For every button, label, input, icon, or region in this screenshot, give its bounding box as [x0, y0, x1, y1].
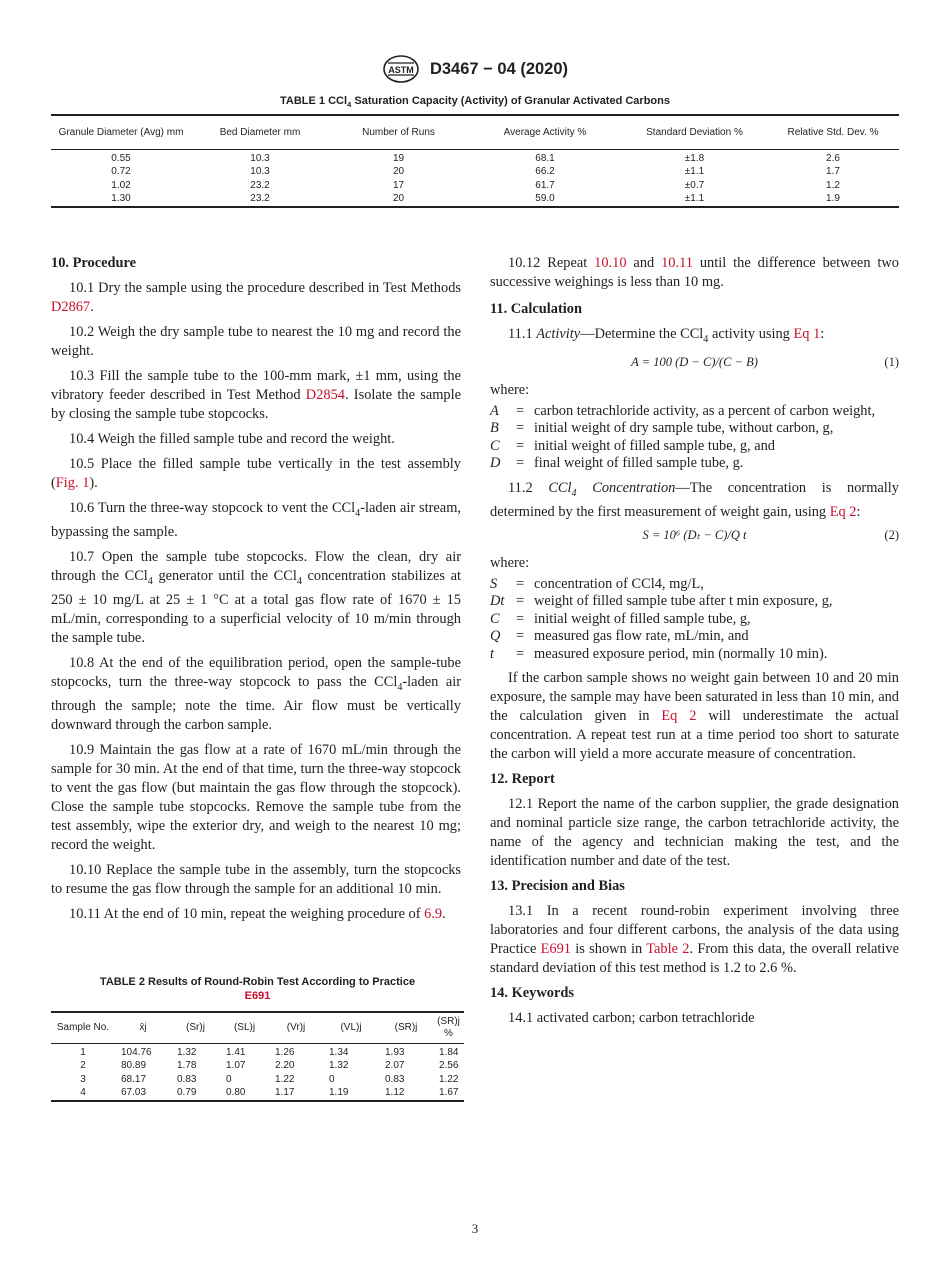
paragraph-10-3: 10.3 Fill the sample tube to the 100-mm mark, ±1 mm, using the vibratory feeder described in Test Method D2854. Isolate the sample by closing the sample tube stopcocks. — [51, 368, 462, 422]
paragraph-14-1: 14.1 activated carbon; carbon tetrachloride — [508, 1010, 755, 1027]
definitions-eq1 — [490, 403, 899, 473]
table-cell: 1.41 — [226, 1046, 246, 1058]
definition-item: Q = measured gas flow rate, mL/min, and — [490, 628, 749, 645]
table-cell: 17 — [392, 179, 405, 191]
definitions-eq2 — [490, 576, 899, 664]
table-cell: 1.93 — [385, 1046, 405, 1058]
link-6-9[interactable]: 6.9 — [424, 905, 443, 922]
table1-header-cell: Granule Diameter (Avg) mm — [51, 115, 191, 150]
page-number: 3 — [471, 1221, 479, 1236]
table2-header-cell: (SL)j — [220, 1012, 269, 1044]
paragraph-10-4: 10.4 Weigh the filled sample tube and record the weight. — [69, 431, 395, 447]
table-cell: 0.72 — [111, 166, 131, 178]
table-cell: 1.17 — [275, 1087, 295, 1099]
table-cell: 1.26 — [275, 1046, 295, 1058]
table-cell: 1.32 — [177, 1046, 197, 1058]
table-row — [51, 166, 899, 180]
table-cell: 0.83 — [177, 1073, 197, 1085]
section-heading-keywords: 14. Keywords — [490, 985, 574, 1002]
link-10-11[interactable]: 10.11 — [661, 255, 693, 271]
link-fig-1[interactable]: Fig. 1 — [55, 475, 90, 491]
table-cell: ±0.7 — [684, 179, 705, 191]
table2-header-cell: Sample No. — [51, 1012, 115, 1044]
link-e691[interactable]: E691 — [540, 941, 572, 958]
table-cell: 20 — [392, 193, 405, 205]
table-cell: 1.9 — [826, 193, 840, 205]
definition-item: C = initial weight of filled sample tube, g, — [490, 610, 751, 627]
link-eq-2[interactable]: Eq 2 — [829, 503, 857, 520]
equation-number: (2) — [884, 527, 899, 542]
table-cell: 4 — [80, 1087, 86, 1099]
table-cell: 2.56 — [439, 1060, 459, 1072]
table-cell: 0.79 — [177, 1087, 197, 1099]
definition-item: S = concentration of CCl4, mg/L, — [490, 575, 704, 592]
definition-item: D = final weight of filled sample tube, g. — [490, 455, 744, 472]
where-label: where: — [490, 381, 530, 398]
section-heading-calculation: 11. Calculation — [490, 301, 582, 317]
table-row — [51, 150, 899, 166]
link-10-10[interactable]: 10.10 — [594, 255, 627, 271]
link-table-2[interactable]: Table 2 — [646, 941, 690, 958]
paragraph-10-1: 10.1 Dry the sample using the procedure described in Test Methods D2867. — [51, 280, 461, 315]
table-cell: 2.07 — [385, 1060, 405, 1072]
table-cell: 19 — [392, 152, 405, 164]
table-cell: 59.0 — [535, 193, 555, 205]
svg-text:ASTM: ASTM — [388, 65, 414, 75]
table-row — [51, 179, 899, 193]
definition-item: A = carbon tetrachloride activity, as a percent of carbon weight, — [490, 402, 876, 419]
table-cell: 0.80 — [226, 1087, 246, 1099]
table1-header-cell: Bed Diameter mm — [191, 115, 329, 150]
table-row — [51, 1073, 464, 1087]
table-row — [51, 1044, 464, 1060]
table-cell: 2.20 — [275, 1060, 295, 1072]
table-cell: 1.22 — [439, 1073, 459, 1085]
table-cell: 0.55 — [111, 152, 131, 164]
table-cell: 1.84 — [439, 1046, 459, 1058]
page-header — [0, 54, 950, 84]
table2-header-cell: (SR)j — [379, 1012, 433, 1044]
table-cell: 1.78 — [177, 1060, 197, 1072]
table-cell: 104.76 — [121, 1046, 152, 1058]
table2-header-cell: (SR)j % — [433, 1012, 464, 1044]
table-cell: 1.22 — [275, 1073, 295, 1085]
paragraph-10-7: 10.7 Open the sample tube stopcocks. Flow the clean, dry air through the CCl$_4$ generator until the CCl$_4$ concentration stabilizes at 250 ± 10 mg/L at 25 ± 1 °C at a total gas flow rate of 1670 ± 15 mL/min, corresponding to a superficial velocity of 10 m/min through the sample tube. — [51, 548, 461, 646]
table-cell: 1.19 — [329, 1087, 349, 1099]
table-cell: 68.1 — [535, 152, 555, 164]
table1-header-row — [51, 115, 899, 150]
definition-item: Dt = weight of filled sample tube after t min exposure, g, — [490, 593, 833, 610]
table1 — [51, 114, 899, 208]
table-row — [51, 193, 899, 208]
section-heading-procedure: 10. Procedure — [51, 255, 136, 271]
link-e691-caption[interactable]: E691 — [244, 990, 271, 1002]
table1-header-cell: Relative Std. Dev. % — [767, 115, 899, 150]
link-d2867[interactable]: D2867 — [51, 299, 91, 315]
table-cell: 3 — [80, 1073, 86, 1085]
paragraph-10-11: 10.11 At the end of 10 min, repeat the weighing procedure of 6.9. — [69, 905, 446, 922]
paragraph-11-2: 11.2 CCl$_4$ Concentration—The concentration is normally determined by the first measurement of weight gain, using Eq 2: — [490, 479, 899, 520]
table-cell: 1.2 — [826, 179, 840, 191]
table-cell: 0.83 — [385, 1073, 405, 1085]
right-column — [490, 254, 899, 1034]
paragraph-calc-note: If the carbon sample shows no weight gain between 10 and 20 min exposure, the sample may have been saturated in less than 10 min, and the calculation given in Eq 2 will underestimate the actual concentration. A repeat test run at a time period too short to saturate the carbon will yield a more accurate measure of concentration. — [490, 670, 899, 763]
section-heading-report: 12. Report — [490, 771, 555, 788]
table-cell: 66.2 — [535, 166, 555, 178]
table-cell: 10.3 — [250, 166, 270, 178]
definition-item: t = measured exposure period, min (normally 10 min). — [490, 645, 828, 662]
table2 — [51, 1011, 464, 1102]
table2-header-cell: (Sr)j — [171, 1012, 220, 1044]
table-cell: 10.3 — [250, 152, 270, 164]
paragraph-10-6: 10.6 Turn the three-way stopcock to vent the CCl$_4$-laden air stream, bypassing the sample. — [51, 500, 461, 540]
table-cell: 67.03 — [121, 1087, 147, 1099]
paragraph-13-1: 13.1 In a recent round-robin experiment involving three laboratories and four different carbons, the analysis of the data using Practice E691 is shown in Table 2. From this data, the overall relative standard deviation of this test method is 1.2 to 2.6 %. — [490, 903, 899, 977]
table-cell: 1.7 — [826, 166, 840, 178]
table2-header-cell: x̄j — [115, 1012, 171, 1044]
table-row — [51, 1087, 464, 1102]
table-cell: 23.2 — [250, 193, 270, 205]
paragraph-11-1: 11.1 Activity—Determine the CCl$_4$ activity using Eq 1: — [508, 326, 825, 345]
table-cell: 0 — [226, 1073, 232, 1085]
definition-item: B = initial weight of dry sample tube, without carbon, g, — [490, 420, 834, 437]
table-cell: 1.32 — [329, 1060, 349, 1072]
equation-number: (1) — [884, 354, 899, 369]
equation-1: A = 100 (D − C)/(C − B) (1) — [490, 353, 899, 375]
table-cell: 2.6 — [826, 152, 840, 164]
paragraph-12-1: 12.1 Report the name of the carbon supplier, the grade designation and nominal particle size range, the carbon tetrachloride activity, the name of the agency and technician making the test, and the identification number and date of the test. — [490, 796, 899, 870]
definition-item: C = initial weight of filled sample tube, g, and — [490, 437, 775, 454]
table-cell: ±1.1 — [684, 166, 705, 178]
table1-header-cell: Number of Runs — [329, 115, 468, 150]
table-cell: 1.34 — [329, 1046, 349, 1058]
table-cell: ±1.1 — [684, 193, 705, 205]
paragraph-10-2: 10.2 Weigh the dry sample tube to nearest the 10 mg and record the weight. — [51, 324, 461, 359]
table-cell: 1.12 — [385, 1087, 405, 1099]
astm-logo-icon — [382, 54, 420, 84]
table-cell: 80.89 — [121, 1060, 147, 1072]
table2-header-cell: (Vr)j — [269, 1012, 323, 1044]
table-cell: 1.07 — [226, 1060, 246, 1072]
link-eq-2-note[interactable]: Eq 2 — [661, 708, 697, 725]
paragraph-10-5: 10.5 Place the filled sample tube vertically in the test assembly (Fig. 1). — [51, 456, 461, 491]
table1-caption: TABLE 1 CCl$_4$ Saturation Capacity (Activity) of Granular Activated Carbons — [280, 95, 670, 110]
left-column — [51, 254, 461, 930]
table-cell: 0 — [329, 1073, 335, 1085]
paragraph-10-9: 10.9 Maintain the gas flow at a rate of 1670 mL/min through the sample for 30 min. At the end of that time, turn the three-way stopcock to vent the gas flow (but maintain the gas flow through the stopcock). Close the sample tube stopcocks. Remove the sample tube from the test assembly, wipe the exterior dry, and weigh to the nearest 10 mg; record the weight. — [51, 741, 461, 853]
table-row — [51, 1060, 464, 1074]
table2-header-row — [51, 1012, 464, 1044]
table-cell: 1.02 — [111, 179, 131, 191]
table-cell: 1.30 — [111, 193, 131, 205]
link-eq-1[interactable]: Eq 1 — [793, 326, 821, 342]
paragraph-10-10: 10.10 Replace the sample tube in the assembly, turn the stopcocks to resume the gas flow through the sample for an additional 10 min. — [51, 861, 461, 897]
table-cell: 1 — [80, 1046, 86, 1058]
table-cell: 20 — [392, 166, 405, 178]
table-cell: 61.7 — [535, 179, 555, 191]
table2-caption: TABLE 2 Results of Round-Robin Test According to Practice E691 — [99, 976, 416, 1002]
table1-header-cell: Average Activity % — [468, 115, 622, 150]
where-label: where: — [490, 554, 530, 571]
document-designation: D3467 − 04 (2020) — [429, 59, 569, 78]
table2-header-cell: (VL)j — [323, 1012, 379, 1044]
table-cell: 1.67 — [439, 1087, 459, 1099]
link-d2854[interactable]: D2854 — [305, 387, 345, 403]
table-cell: 23.2 — [250, 179, 270, 191]
section-heading-precision: 13. Precision and Bias — [490, 878, 625, 895]
table-cell: 68.17 — [121, 1073, 147, 1085]
paragraph-10-12: 10.12 Repeat 10.10 and 10.11 until the difference between two successive weighings is less than 10 mg. — [490, 255, 899, 290]
equation-2: S = 10⁶ (Dₜ − C)/Q t (2) — [490, 526, 899, 548]
table-cell: ±1.8 — [684, 152, 705, 164]
table-cell: 2 — [80, 1060, 86, 1072]
table1-header-cell: Standard Deviation % — [622, 115, 767, 150]
paragraph-10-8: 10.8 At the end of the equilibration period, open the sample-tube stopcocks, turn the three-way stopcock to pass the CCl$_4$-laden air through the sample; note the time. Air flow must be vertically downward through the carbon sample. — [51, 654, 461, 733]
